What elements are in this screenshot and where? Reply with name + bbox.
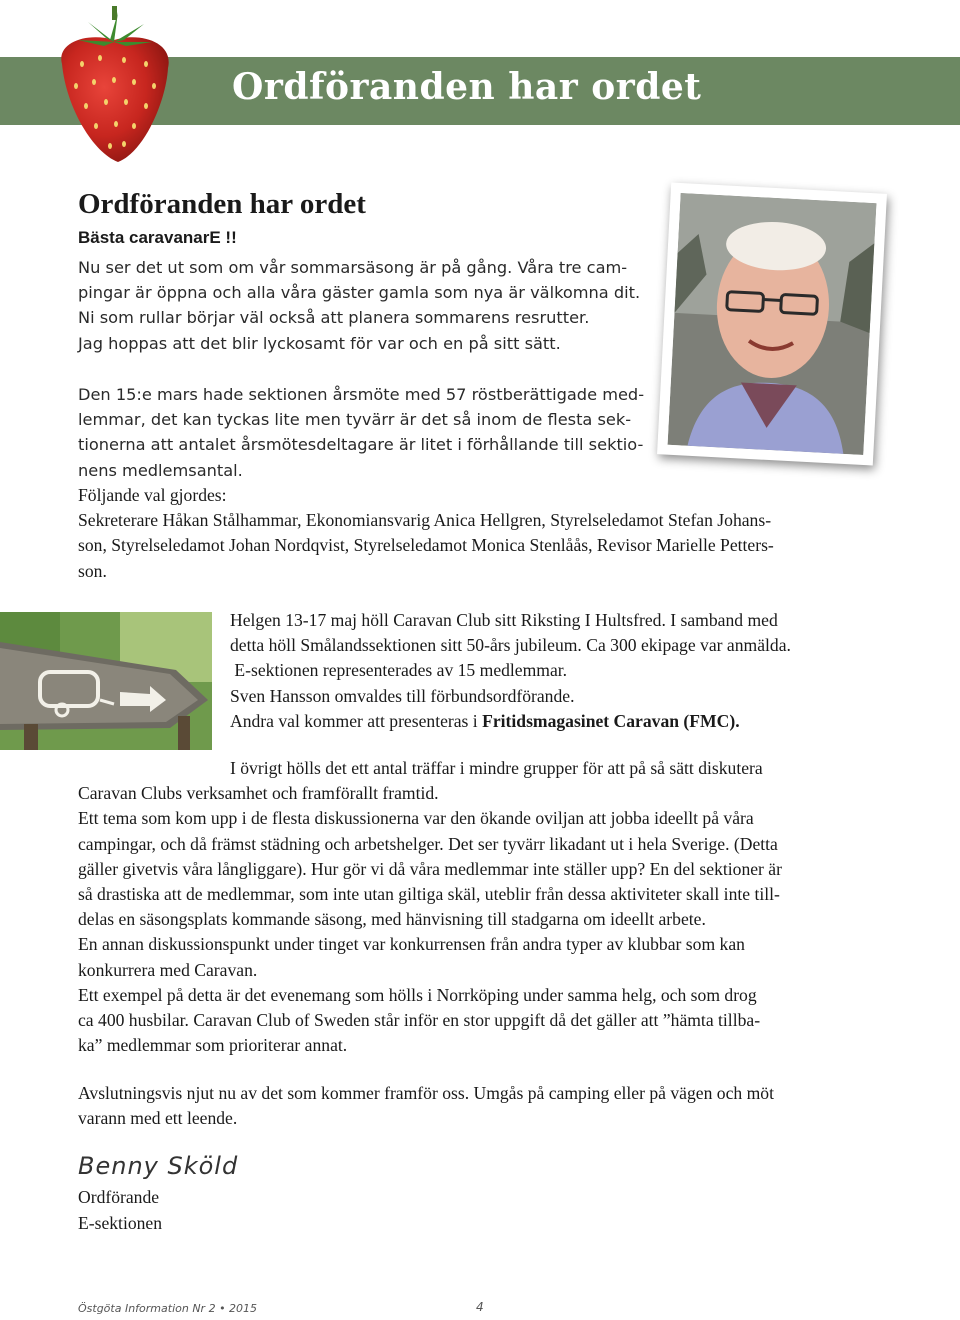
discussion-paragraph: [78, 756, 886, 1058]
discussion-line: ca 400 husbilar. Caravan Club of Sweden står inför en stor uppgift då det gäller att ”hämta tillba-: [78, 1010, 761, 1031]
discussion-line: konkurrera med Caravan.: [78, 959, 258, 980]
magazine-name: Fritidsmagasinet Caravan (FMC).: [482, 710, 740, 731]
discussion-line: Ett tema som kom upp i de flesta diskussionerna var den ökande oviljan att jobba ideellt på våra: [78, 808, 754, 829]
meeting-line: nens medlemsantal.: [78, 460, 243, 480]
event-line: Helgen 13-17 maj höll Caravan Club sitt Riksting I Hultsfred. I samband med: [230, 610, 778, 630]
discussion-line: så drastiska att de medlemmar, som inte utan giltiga skäl, uteblir från dessa aktiviteter skall inte till-: [78, 884, 780, 905]
portrait-frame: [657, 183, 887, 466]
greeting: Bästa caravanarE !!: [78, 228, 237, 247]
meeting-line: tionerna att antalet årsmötesdeltagare är litet i förhållande till sektio-: [78, 435, 644, 455]
election-line: Följande val gjordes:: [78, 485, 227, 505]
handwritten-signature: Benny Sköld: [78, 1152, 239, 1180]
closing-paragraph: [78, 1081, 886, 1131]
event-line-last: [230, 709, 910, 734]
portrait-photo: [668, 193, 877, 455]
discussion-line: I övrigt hölls det ett antal träffar i mindre grupper för att på så sätt diskutera: [230, 758, 763, 778]
event-line: detta höll Smålandssektionen sitt 50-års jubileum. Ca 300 ekipage var anmälda.: [230, 635, 791, 656]
event-paragraph: [230, 608, 910, 734]
discussion-line: campingar, och då främst städning och arbetshelger. Det ser tyvärr likadant ut i hela Sverige. (Detta: [78, 833, 778, 854]
discussion-line: Ett exempel på detta är det evenemang som hölls i Norrköping under samma helg, och som drog: [78, 984, 757, 1005]
discussion-line: delas en säsongsplats kommande säsong, med hänvisning till stadgarna om ideellt arbete.: [78, 909, 706, 930]
discussion-line: Caravan Clubs verksamhet och framförallt framtid.: [78, 783, 439, 804]
meeting-line: lemmar, det kan tyckas lite men tyvärr är det så inom de flesta sek-: [78, 410, 632, 430]
event-line: Sven Hansson omvaldes till förbundsordförande.: [230, 685, 575, 706]
strawberry-image: [48, 2, 180, 167]
election-line: Sekreterare Håkan Stålhammar, Ekonomiansvarig Anica Hellgren, Styrelseledamot Stefan Johans-: [78, 510, 772, 531]
intro-line: Ni som rullar börjar väl också att planera sommarens resrutter.: [78, 308, 590, 328]
election-paragraph: [78, 483, 878, 584]
meeting-line: Den 15:e mars hade sektionen årsmöte med 57 röstberättigade med-: [78, 385, 645, 404]
caravan-sign-photo: [0, 612, 212, 750]
election-line: son, Styrelseledamot Johan Nordqvist, Styrelseledamot Monica Stenlåås, Revisor Marielle Petters-: [78, 535, 774, 556]
article-heading: Ordföranden har ordet: [78, 188, 366, 220]
intro-line: pingar är öppna och alla våra gäster gamla som nya är välkomna dit.: [78, 283, 641, 303]
event-last-prefix: Andra val kommer att presenteras i: [230, 710, 483, 731]
discussion-line: En annan diskussionspunkt under tinget var konkurrensen från andra typer av klubbar som kan: [78, 934, 745, 955]
closing-line: Avslutningsvis njut nu av det som kommer framför oss. Umgås på camping eller på vägen och möt: [78, 1083, 774, 1103]
election-line: son.: [78, 560, 107, 581]
footer-publication: Östgöta Information Nr 2 • 2015: [78, 1302, 258, 1315]
intro-paragraph: [78, 255, 641, 356]
discussion-line: ka” medlemmar som prioriterar annat.: [78, 1035, 348, 1056]
signature-block: [78, 1184, 162, 1236]
closing-line: varann med ett leende.: [78, 1108, 238, 1129]
signature-section: E-sektionen: [78, 1213, 163, 1233]
intro-line: Jag hoppas att det blir lyckosamt för var och en på sitt sätt.: [78, 333, 561, 353]
event-line: E-sektionen representerades av 15 medlemmar.: [230, 660, 568, 681]
page-number: 4: [476, 1300, 484, 1314]
intro-line: Nu ser det ut som om vår sommarsäsong är på gång. Våra tre cam-: [78, 258, 628, 277]
meeting-paragraph: [78, 382, 658, 483]
signature-title: Ordförande: [78, 1187, 160, 1207]
banner-title: Ordföranden har ordet: [232, 66, 702, 108]
discussion-line: gäller givetvis våra långliggare). Hur gör vi då våra medlemmar inte ställer upp? En del sektioner är: [78, 858, 782, 879]
